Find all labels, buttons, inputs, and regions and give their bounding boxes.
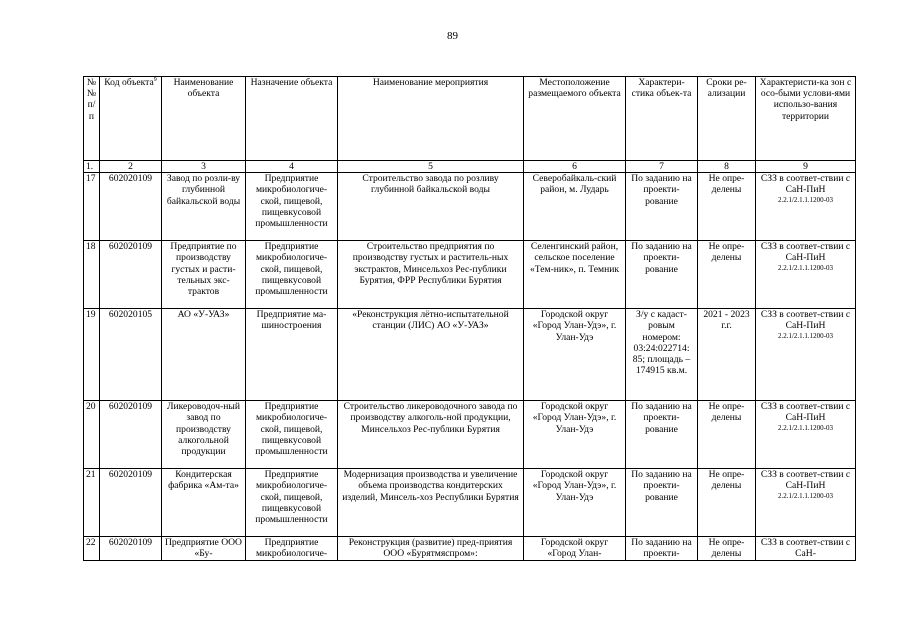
table-header-row bbox=[84, 77, 856, 161]
row-num: 22 bbox=[84, 537, 100, 561]
zones-ref: 2.2.1/2.1.1.1200-03 bbox=[777, 263, 834, 272]
row-characteristics: По заданию на проекти-рование bbox=[626, 173, 698, 241]
row-name: Предприятие ООО «Бу- bbox=[162, 537, 246, 561]
row-measure: Строительство завода по розливу глубинной байкальской воды bbox=[338, 173, 524, 241]
row-characteristics: По заданию на проекти-рование bbox=[626, 241, 698, 309]
row-measure: Реконструкция (развитие) пред-приятия ООО «Бурятмяспром»: bbox=[338, 537, 524, 561]
table-row bbox=[84, 241, 856, 309]
row-zones: СЗЗ в соответ-ствии с СаН- bbox=[756, 537, 856, 561]
row-characteristics: По заданию на проекти-рование bbox=[626, 469, 698, 537]
column-number: 4 bbox=[246, 161, 338, 173]
header-purpose: Назначение объекта bbox=[246, 77, 338, 161]
row-code: 602020109 bbox=[100, 537, 162, 561]
row-characteristics: По заданию на проекти-рование bbox=[626, 401, 698, 469]
page-number: 89 bbox=[447, 30, 458, 42]
zones-ref: 2.2.1/2.1.1.1200-03 bbox=[777, 195, 834, 204]
row-zones: СЗЗ в соответ-ствии с СаН-ПиН 2.2.1/2.1.1.1200-03 bbox=[756, 309, 856, 401]
row-location: Городской округ «Город Улан-Удэ», г. Улан-Удэ bbox=[524, 469, 626, 537]
row-code: 602020109 bbox=[100, 469, 162, 537]
row-terms: Не опре-делены bbox=[698, 173, 756, 241]
row-location: Северобайкаль-ский район, м. Лударь bbox=[524, 173, 626, 241]
row-code: 602020105 bbox=[100, 309, 162, 401]
row-measure: «Реконструкция лётно-испытательной станции (ЛИС) АО «У-УАЗ» bbox=[338, 309, 524, 401]
row-num: 18 bbox=[84, 241, 100, 309]
header-location: Местоположение размещаемого объекта bbox=[524, 77, 626, 161]
row-location: Городской округ «Город Улан- bbox=[524, 537, 626, 561]
row-terms: Не опре-делены bbox=[698, 401, 756, 469]
row-purpose: Предприятие ма-шиностроения bbox=[246, 309, 338, 401]
row-name: Предприятие по производству густых и расти-тельных экс-трактов bbox=[162, 241, 246, 309]
row-measure: Строительство ликероводочного завода по производству алкоголь-ной продукции, Минсельхоз Рес-публики Бурятия bbox=[338, 401, 524, 469]
row-terms: Не опре-делены bbox=[698, 469, 756, 537]
column-number: 5 bbox=[338, 161, 524, 173]
table-row bbox=[84, 401, 856, 469]
row-purpose: Предприятие микробиологиче-ской, пищевой, пищевкусовой промышленности bbox=[246, 241, 338, 309]
column-number-row bbox=[84, 161, 856, 173]
column-number: 6 bbox=[524, 161, 626, 173]
row-zones: СЗЗ в соответ-ствии с СаН-ПиН 2.2.1/2.1.1.1200-03 bbox=[756, 401, 856, 469]
row-name: Кондитерская фабрика «Ам-та» bbox=[162, 469, 246, 537]
row-name: АО «У-УАЗ» bbox=[162, 309, 246, 401]
row-num: 20 bbox=[84, 401, 100, 469]
row-purpose: Предприятие микробиологиче-ской, пищевой, пищевкусовой промышленности bbox=[246, 469, 338, 537]
header-zones: Характеристи-ка зон с осо-быми услови-ями использо-вания территории bbox=[756, 77, 856, 161]
row-purpose: Предприятие микробиологиче-ской, пищевой, пищевкусовой промышленности bbox=[246, 173, 338, 241]
zones-ref: 2.2.1/2.1.1.1200-03 bbox=[777, 331, 834, 340]
row-measure: Строительство предприятия по производству густых и раститель-ных экстрактов, Минсельхоз Рес-публики Бурятия, ФРР Республики Бурятия bbox=[338, 241, 524, 309]
table-row bbox=[84, 173, 856, 241]
header-measure: Наименование мероприятия bbox=[338, 77, 524, 161]
row-code: 602020109 bbox=[100, 173, 162, 241]
row-location: Городской округ «Город Улан-Удэ», г. Улан-Удэ bbox=[524, 309, 626, 401]
row-purpose: Предприятие микробиологиче- bbox=[246, 537, 338, 561]
row-purpose: Предприятие микробиологиче-ской, пищевой, пищевкусовой промышленности bbox=[246, 401, 338, 469]
row-name: Завод по розли-ву глубинной байкальской воды bbox=[162, 173, 246, 241]
column-number: 1. bbox=[84, 161, 100, 173]
row-name: Ликероводоч-ный завод по производству алкогольной продукции bbox=[162, 401, 246, 469]
zones-ref: 2.2.1/2.1.1.1200-03 bbox=[777, 491, 834, 500]
row-characteristics: По заданию на проекти- bbox=[626, 537, 698, 561]
objects-table bbox=[83, 76, 856, 561]
header-num: № № п/п bbox=[84, 77, 100, 161]
row-terms: Не опре-делены bbox=[698, 241, 756, 309]
row-num: 19 bbox=[84, 309, 100, 401]
header-name: Наименование объекта bbox=[162, 77, 246, 161]
table-row bbox=[84, 537, 856, 561]
header-terms: Сроки ре-ализации bbox=[698, 77, 756, 161]
row-characteristics: З/у с кадаст-ровым номером: 03:24:022714: 85; площадь – 174915 кв.м. bbox=[626, 309, 698, 401]
header-characteristics: Характери-стика объек-та bbox=[626, 77, 698, 161]
column-number: 2 bbox=[100, 161, 162, 173]
row-terms: Не опре-делены bbox=[698, 537, 756, 561]
column-number: 9 bbox=[756, 161, 856, 173]
row-zones: СЗЗ в соответ-ствии с СаН-ПиН 2.2.1/2.1.1.1200-03 bbox=[756, 173, 856, 241]
column-number: 7 bbox=[626, 161, 698, 173]
header-code: Код объекта$^9$ bbox=[100, 77, 162, 161]
row-code: 602020109 bbox=[100, 401, 162, 469]
row-terms: 2021 - 2023 г.г. bbox=[698, 309, 756, 401]
table-row bbox=[84, 469, 856, 537]
table-row bbox=[84, 309, 856, 401]
zones-ref: 2.2.1/2.1.1.1200-03 bbox=[777, 423, 834, 432]
row-num: 21 bbox=[84, 469, 100, 537]
footnote-mark: 9 bbox=[153, 76, 157, 83]
row-num: 17 bbox=[84, 173, 100, 241]
row-zones: СЗЗ в соответ-ствии с СаН-ПиН 2.2.1/2.1.1.1200-03 bbox=[756, 469, 856, 537]
column-number: 8 bbox=[698, 161, 756, 173]
row-zones: СЗЗ в соответ-ствии с СаН-ПиН 2.2.1/2.1.1.1200-03 bbox=[756, 241, 856, 309]
row-location: Городской округ «Город Улан-Удэ», г. Улан-Удэ bbox=[524, 401, 626, 469]
column-number: 3 bbox=[162, 161, 246, 173]
row-measure: Модернизация производства и увеличение объема производства кондитерских изделий, Минсель-хоз Республики Бурятия bbox=[338, 469, 524, 537]
row-code: 602020109 bbox=[100, 241, 162, 309]
row-location: Селенгинский район, сельское поселение «Тем-ник», п. Темник bbox=[524, 241, 626, 309]
